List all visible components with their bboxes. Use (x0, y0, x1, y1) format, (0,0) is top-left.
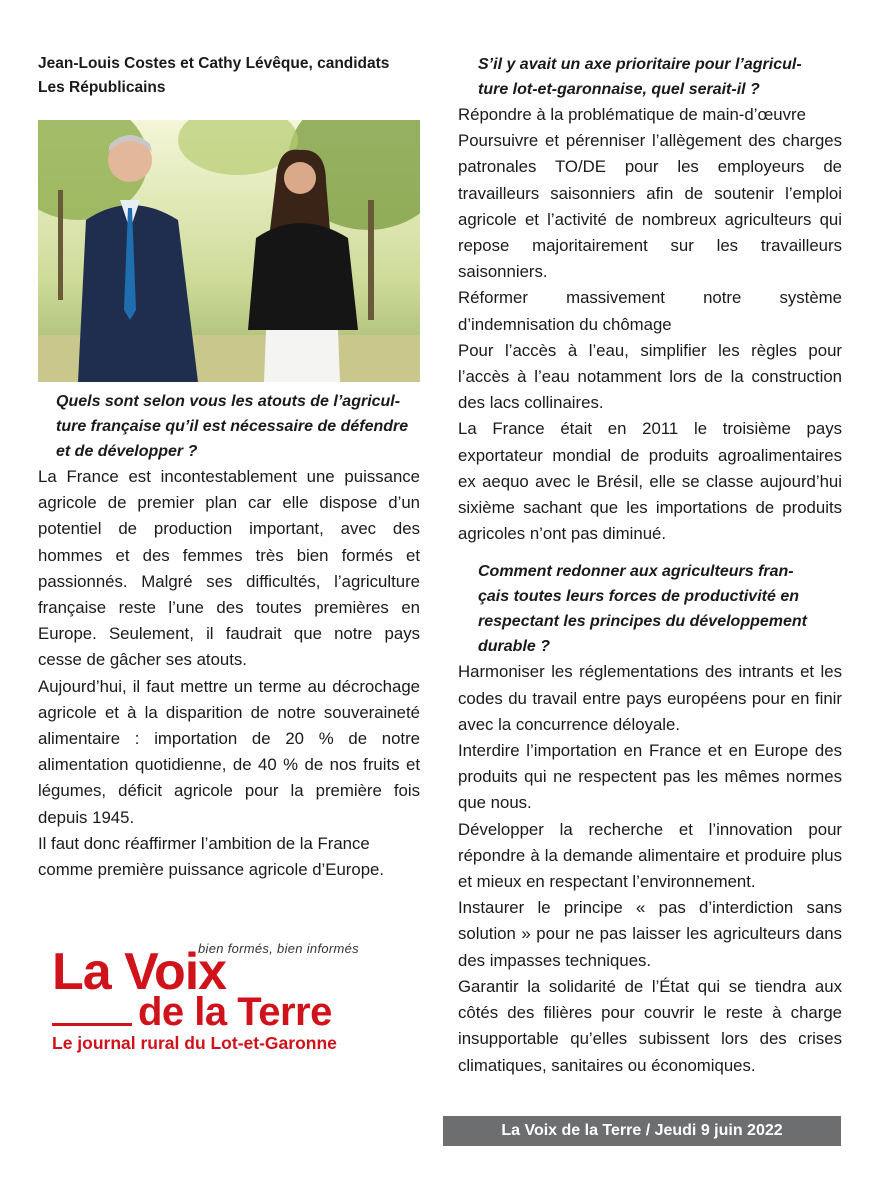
left-question-line1: Quels sont selon vous les atouts de l’agricul- (56, 393, 401, 410)
right-paragraph-8: Développer la recherche et l’innovation pour répondre à la demande alimentaire et produire plus et mieux en respectant l’environnement. (458, 819, 842, 892)
issue-footer: La Voix de la Terre / Jeudi 9 juin 2022 (443, 1116, 841, 1146)
spacer (458, 547, 842, 559)
left-paragraph-3: Il faut donc réaffirmer l’ambition de la France comme première puissance agricole d’Europe. (38, 833, 385, 880)
left-column (38, 52, 420, 883)
right-question2-line2: çais toutes leurs forces de productivité en (478, 588, 799, 606)
left-paragraph-2: Aujourd’hui, il faut mettre un terme au décrochage agricole et à la disparition de notre souveraineté alimentaire : importation de 20 % de notre alimentation quotidienne, de 40 % de nos fruits et légumes, déficit agricole pour la première fois depuis 1945. (38, 676, 420, 827)
right-paragraph-6: Harmoniser les réglementations des intrants et les codes du travail entre pays européens pour en finir avec la concurrence déloyale. (458, 662, 842, 734)
logo-title-line2: de la Terre (138, 990, 332, 1034)
left-question-line3: et de développer ? (56, 443, 198, 460)
logo-title-line1: La Voix (52, 943, 227, 1001)
photo-illustration (38, 120, 420, 382)
logo-rule (52, 1023, 132, 1026)
newspaper-logo (30, 940, 410, 1060)
right-paragraph-7: Interdire l’importation en France et en Europe des produits qui ne respectent pas les mêmes normes que nous. (458, 741, 842, 813)
right-column (458, 52, 842, 1079)
logo-subtitle: Le journal rural du Lot-et-Garonne (52, 1033, 337, 1053)
byline-line2: Les Républicains (38, 79, 166, 96)
right-paragraph-5: La France était en 2011 le troisième pays exportateur mondial de produits agroalimentaires ex aequo avec le Brésil, elle se classe aujourd’hui sixième sachant que les importations de produits agricoles n’ont pas diminué. (458, 419, 842, 544)
logo-tagline: bien formés, bien informés (198, 941, 359, 956)
right-paragraph-1: Répondre à la problématique de main-d’œuvre (458, 105, 806, 124)
right-paragraph-10: Garantir la solidarité de l’État qui se tiendra aux côtés des filières pour couvrir le reste à charge insupportable qu’elles subissent lors des crises climatiques, sanitaires ou économiques. (458, 976, 842, 1075)
candidates-photo (38, 120, 420, 382)
right-question1-line1: S’il y avait un axe prioritaire pour l’agricul- (478, 56, 802, 73)
right-paragraph-9: Instaurer le principe « pas d’interdiction sans solution » pour ne pas laisser les agriculteurs dans des impasses techniques. (458, 898, 842, 970)
right-paragraph-4: Pour l’accès à l’eau, simplifier les règles pour l’accès à l’eau notamment lors de la construction des lacs collinaires. (458, 340, 842, 413)
right-question2-line4: durable ? (478, 638, 551, 656)
right-question2-line1: Comment redonner aux agriculteurs fran- (478, 563, 794, 581)
byline-line1: Jean-Louis Costes et Cathy Lévêque, candidats (38, 55, 390, 72)
left-question-line2: ture française qu’il est nécessaire de défendre (56, 418, 409, 435)
right-question2-line3: respectant les principes du développement (478, 613, 807, 631)
left-paragraph-1: La France est incontestablement une puissance agricole de premier plan car elle dispose d’un potentiel de production important, avec des hommes et des femmes très bien formés et passionnés. Malgré ses difficultés, l’agriculture française reste l’une des toutes premières en Europe. Seulement, il faudrait que notre pays cesse de gâcher ses atouts. (38, 467, 420, 670)
right-question1-line2: ture lot-et-garonnaise, quel serait-il ? (478, 81, 760, 98)
right-paragraph-3: Réformer massivement notre système d’indemnisation du chômage (458, 288, 842, 334)
right-paragraph-2: Poursuivre et pérenniser l’allègement des charges patronales TO/DE pour les employeurs de travailleurs saisonniers afin de soutenir l’emploi agricole et l’activité de nombreux agriculteurs qui repose majoritairement sur les travailleurs saisonniers. (458, 131, 842, 282)
